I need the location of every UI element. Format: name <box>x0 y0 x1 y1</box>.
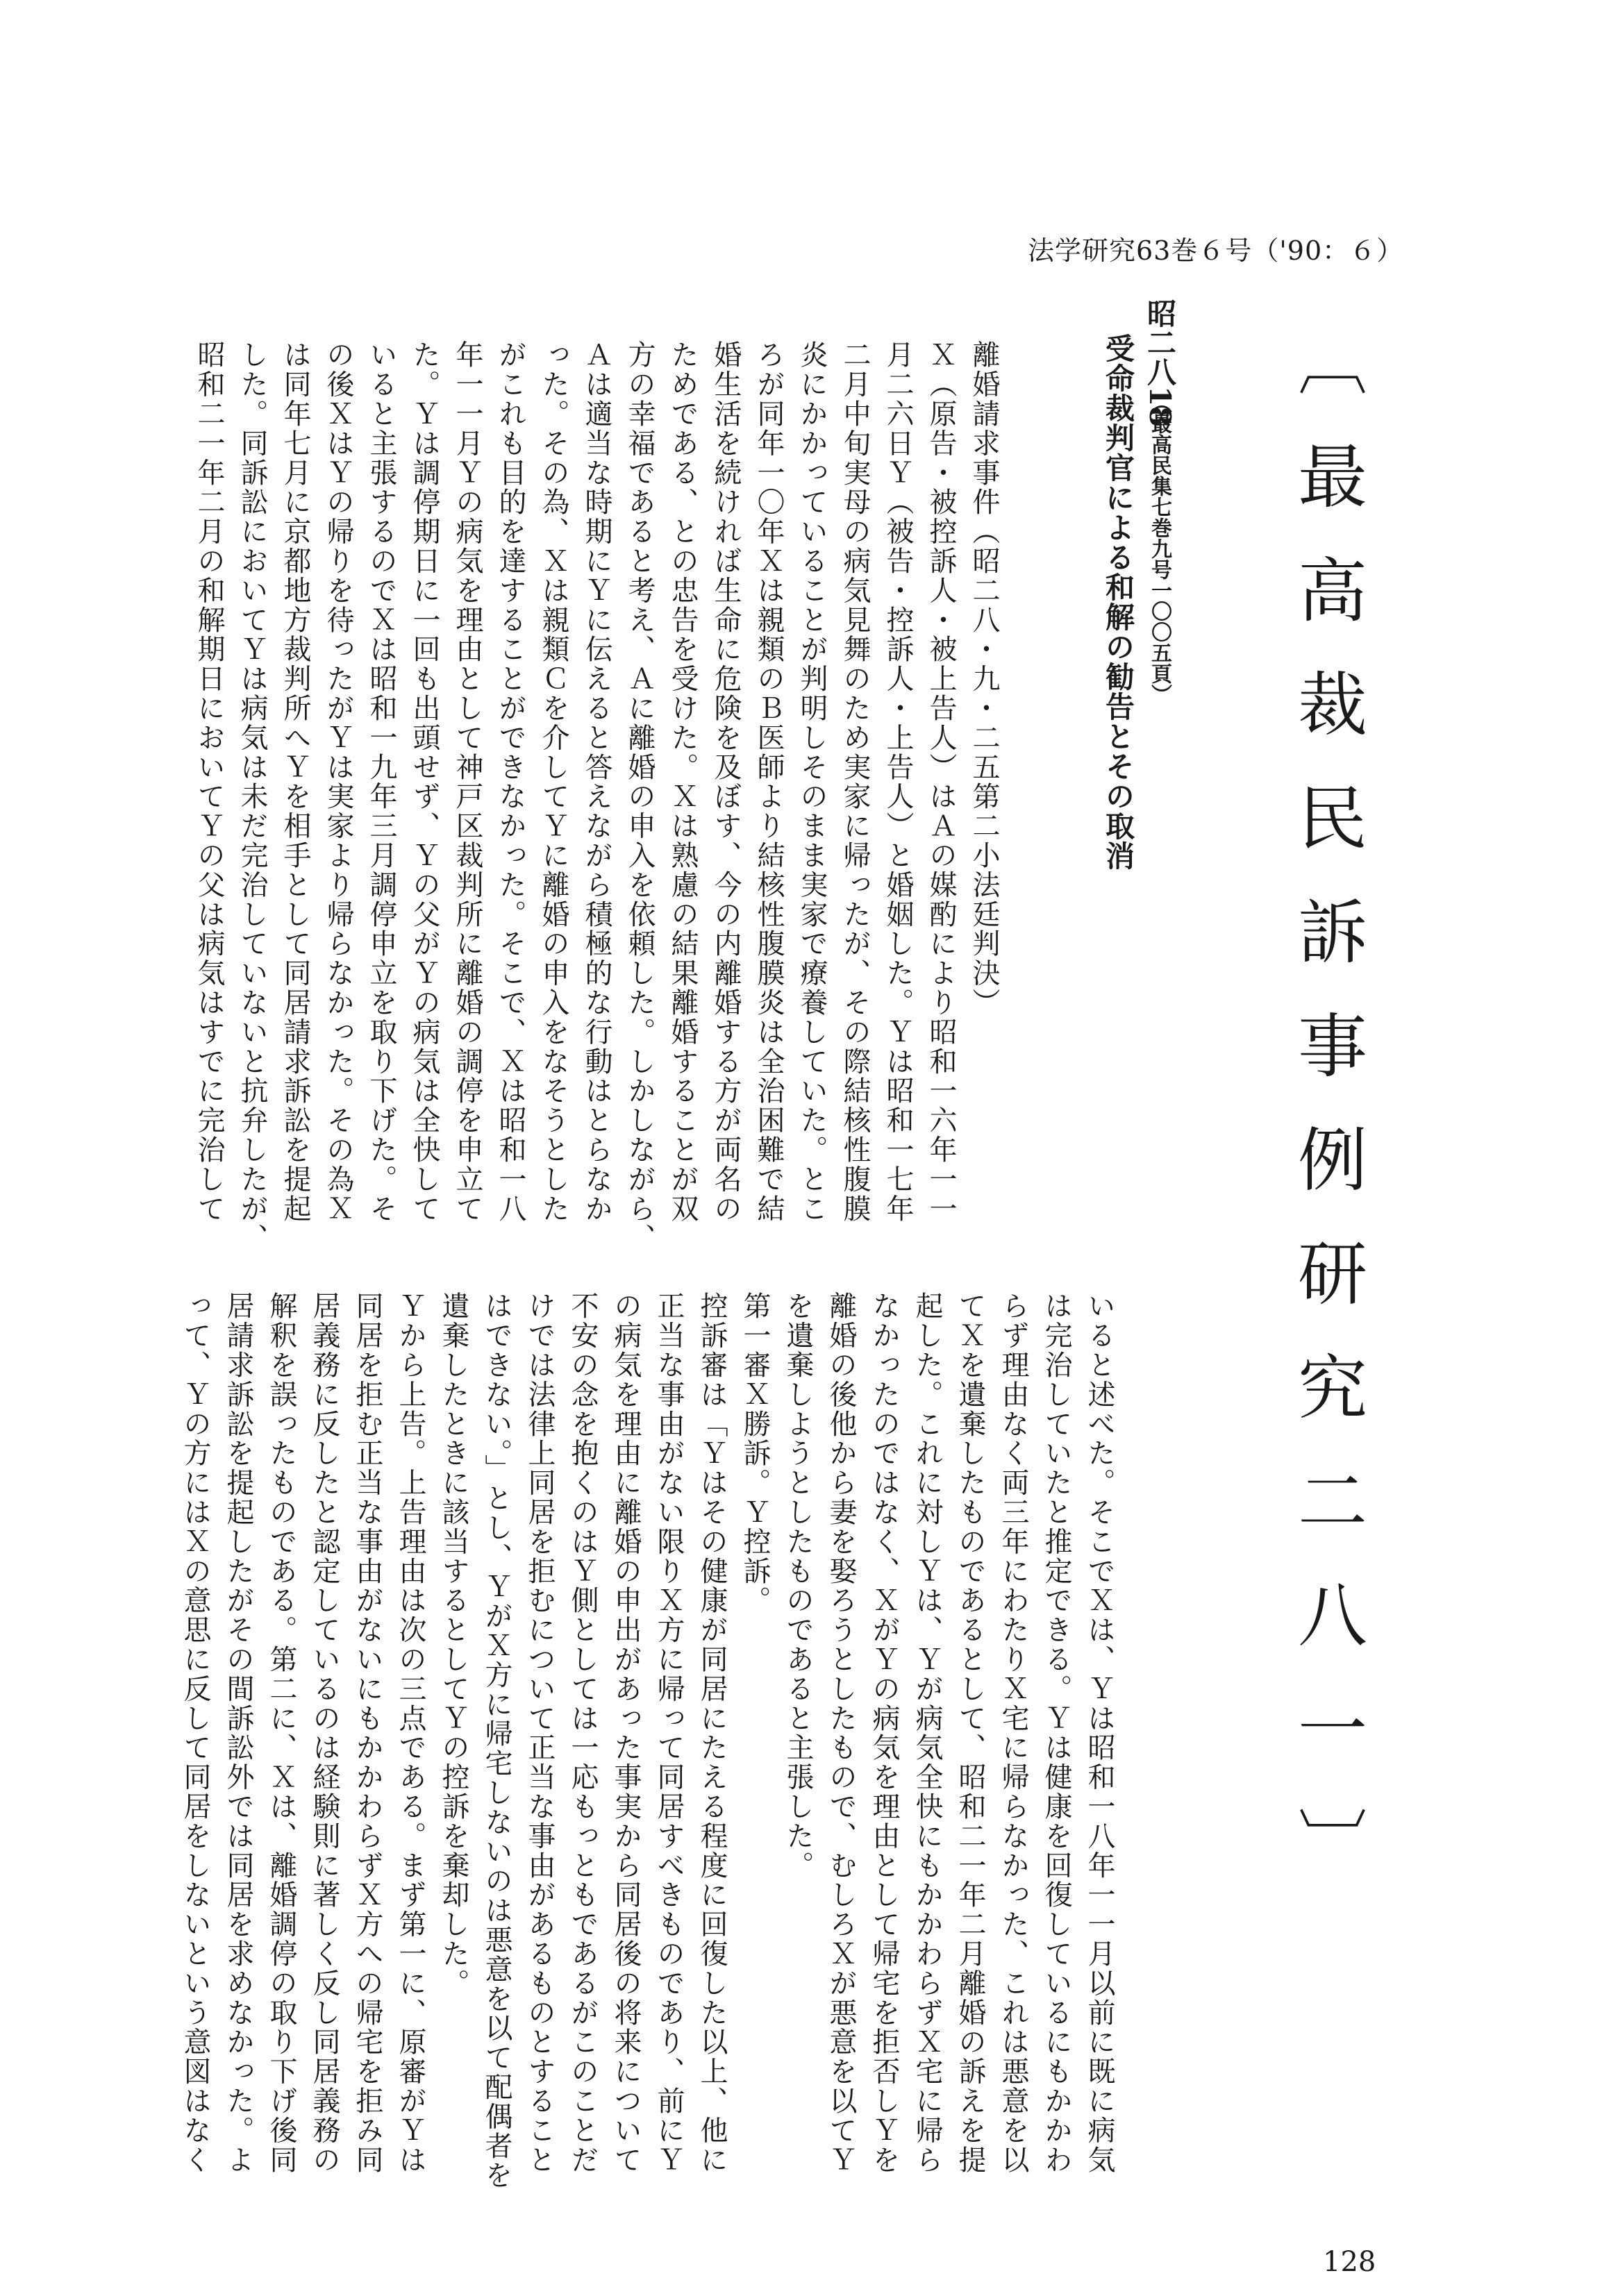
body-line: Ｙから上告。上告理由は次の三点である。まず第一に、原審がＹは <box>394 1291 426 2175</box>
body-line: って、Ｙの方にはＸの意思に反して同居をしないという意図はなく <box>179 1291 211 2175</box>
body-line: の病気を理由に離婚の申出があった事実から同居後の将来について <box>610 1291 642 2175</box>
case-reference: （最高民集七巻九号一〇〇五頁） <box>1147 392 1171 705</box>
body-line: 解釈を誤ったものである。第二に、Ｘは、離婚調停の取り下げ後同 <box>265 1291 297 2175</box>
case-number: 昭二八18 <box>1143 299 1177 427</box>
case-title: 受命裁判官による和解の勧告とその取消 <box>1101 333 1135 871</box>
body-line: 昭和二一年二月の和解期日においてＹの父は病気はすでに完治して <box>193 340 225 1223</box>
body-line: らず理由なく両三年にわたりＸ宅に帰らなかった、これは悪意を以 <box>997 1291 1029 2175</box>
body-line: 遺棄したときに該当するとしてＹの控訴を棄却した。 <box>437 1291 469 1998</box>
body-line: はできない。」とし、ＹがＸ方に帰宅しないのは悪意を以て配偶者を <box>481 1291 512 2190</box>
body-line: 正当な事由がない限りＸ方に帰って同居すべきものであり、前にＹ <box>653 1291 685 2175</box>
body-line: 居請求訴訟を提起したがその間訴訟外では同居を求めなかった。よ <box>222 1291 254 2175</box>
body-line: Ｘ（原告・被控訴人・被上告人）はＡの媒酌により昭和一六年一一 <box>925 340 957 1223</box>
body-line: ためである、との忠告を受けた。Ｘは熟慮の結果離婚することが双 <box>667 340 699 1223</box>
body-line: てＸを遺棄したものであるとして、昭和二一年二月離婚の訴えを提 <box>954 1291 986 2175</box>
body-line: 方の幸福であると考え、Ａに離婚の申入を依頼した。しかしながら、 <box>624 340 656 1253</box>
body-line: 婚生活を続ければ生命に危険を及ぼす、今の内離婚する方が両名の <box>710 340 742 1224</box>
body-line: を遺棄しようとしたものであると主張した。 <box>782 1291 814 1880</box>
body-line: Ａは適当な時期にＹに伝えると答えながら積極的な行動はとらなか <box>581 340 612 1223</box>
body-line: 同居を拒む正当な事由がないにもかかわらずＸ方への帰宅を拒み同 <box>351 1291 383 2175</box>
body-line: は完治していたと推定できる。Ｙは健康を回復しているにもかかわ <box>1040 1291 1072 2175</box>
body-line: ろが同年一〇年Ｘは親類のＢ医師より結核性腹膜炎は全治困難で結 <box>753 340 785 1223</box>
series-title: 〔最高裁民訴事例研究二八一〕 <box>1286 326 1367 1920</box>
body-line: した。同訴訟においてＹは病気は未だ完治していないと抗弁したが、 <box>236 340 268 1253</box>
body-column-upper <box>187 340 1006 1277</box>
body-line: がこれも目的を達することができなかった。そこで、Ｘは昭和一八 <box>494 340 526 1223</box>
body-line: 離婚の後他から妻を娶ろうとしたもので、むしろＸが悪意を以てＹ <box>825 1291 857 2175</box>
body-line: は同年七月に京都地方裁判所へＹを相手として同居請求訴訟を提起 <box>279 340 311 1223</box>
body-line: けでは法律上同居を拒むについて正当な事由があるものとすること <box>524 1291 556 2175</box>
body-line: 年一一月Ｙの病気を理由として神戸区裁判所に離婚の調停を申立て <box>451 340 483 1223</box>
body-line: 第一審Ｘ勝訴。Ｙ控訴。 <box>739 1291 771 1616</box>
body-line: った。その為、Ｘは親類Ｃを介してＹに離婚の申入をなそうとした <box>537 340 569 1223</box>
body-line: 控訴審は「Ｙはその健康が同居にたえる程度に回復した以上、他に <box>696 1291 728 2175</box>
body-line: の後ＸはＹの帰りを待ったがＹは実家より帰らなかった。その為Ｘ <box>322 340 354 1223</box>
body-line: た。Ｙは調停期日に一回も出頭せず、Ｙの父がＹの病気は全快して <box>408 340 440 1223</box>
page-number: 128 <box>1323 2246 1376 2278</box>
body-line: 炎にかかっていることが判明しそのまま実家で療養していた。とこ <box>796 340 828 1223</box>
body-line: 二月中旬実母の病気見舞のため実家に帰ったが、その際結核性腹膜 <box>839 340 871 1223</box>
body-column-lower <box>174 1291 1121 2222</box>
body-line: 起した。これに対しＹは、Ｙが病気全快にもかかわらずＸ宅に帰ら <box>911 1291 943 2175</box>
body-line: 月二六日Ｙ（被告・控訴人・上告人）と婚姻した。Ｙは昭和一七年 <box>882 340 914 1223</box>
body-line: 離婚請求事件（昭二八・九・二五第二小法廷判決） <box>968 340 1000 1018</box>
body-line: 居義務に反したと認定しているのは経験則に著しく反し同居義務の <box>308 1291 340 2175</box>
body-line: 不安の念を抱くのはＹ側としては一応もっともであるがこのことだ <box>567 1291 599 2175</box>
journal-header: 法学研究63巻６号（'90：６） <box>1028 235 1404 266</box>
body-line: いると述べた。そこでＸは、Ｙは昭和一八年一一月以前に既に病気 <box>1083 1291 1115 2175</box>
body-line: いると主張するのでＸは昭和一九年三月調停申立を取り下げた。そ <box>365 340 397 1223</box>
body-line: なかったのではなく、ＸがＹの病気を理由として帰宅を拒否しＹを <box>868 1291 900 2175</box>
